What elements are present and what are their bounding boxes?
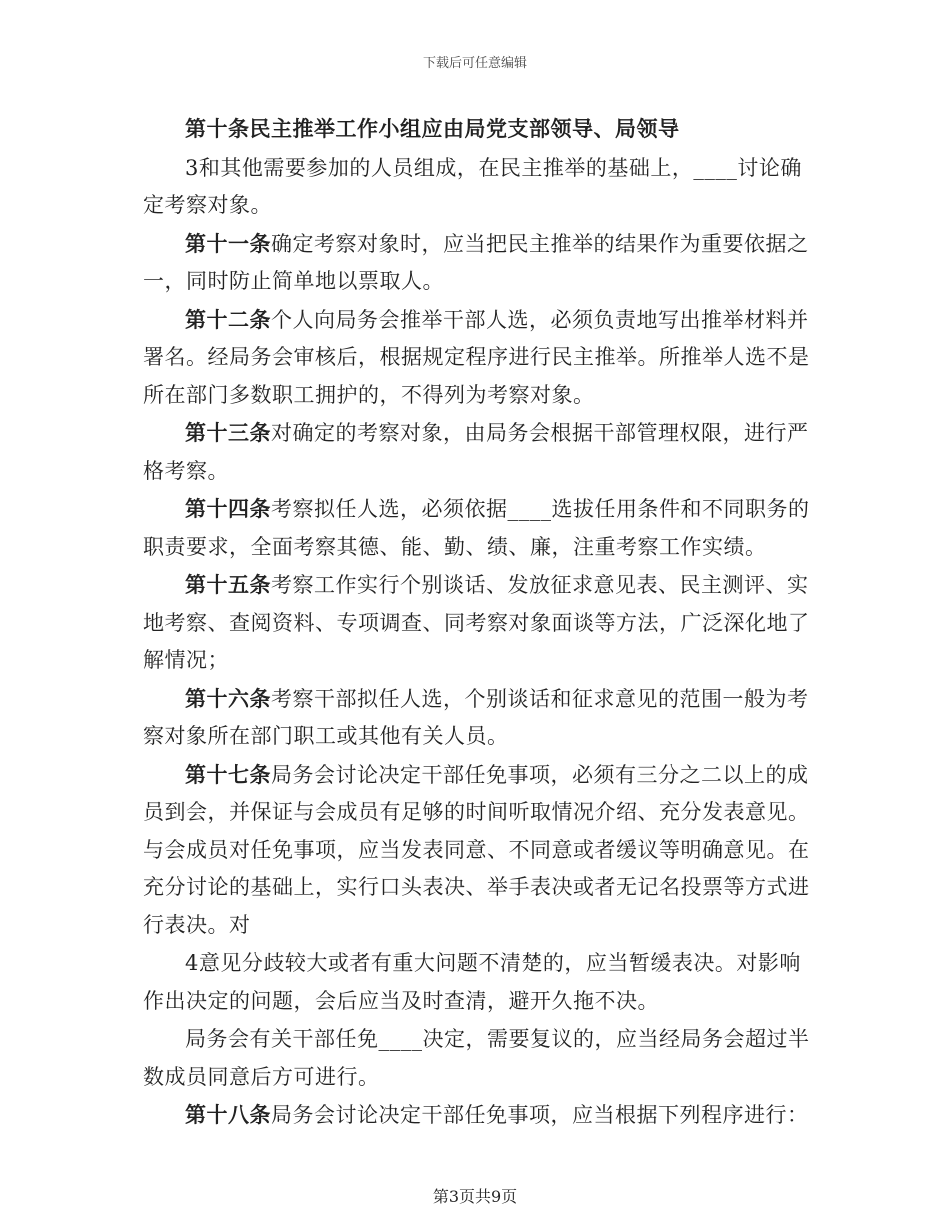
article-heading: 第十三条: [185, 420, 271, 445]
page-header: 下载后可任意编辑: [422, 56, 527, 71]
paragraph-article-11: [143, 225, 818, 301]
paragraph-article-13: [143, 414, 818, 490]
article-heading: 第十七条: [185, 761, 271, 787]
article-heading: 第十二条: [185, 306, 271, 332]
paragraph-article-14: [143, 490, 818, 566]
paragraph-reconsideration: [143, 1020, 818, 1096]
paragraph-text: 考察干部拟任人选，个别谈话和征求意见的范围一般为考察对象所在部门职工或其他有关人员。: [143, 686, 809, 748]
paragraph-article-12: [143, 301, 818, 415]
paragraph-text: 局务会讨论决定干部任免事项，应当根据下列程序进行：: [271, 1103, 809, 1127]
paragraph-text: 4意见分歧较大或者有重大问题不清楚的，应当暂缓表决。对影响作出决定的问题，会后应当及时查清，避开久拖不决。: [143, 951, 801, 1013]
paragraph-article-10: [143, 110, 818, 149]
document-body: [143, 110, 818, 1135]
article-heading: 第十一条: [185, 230, 271, 256]
paragraph-text: 个人向局务会推举干部人选，必须负责地写出推举材料并署名。经局务会审核后，根据规定程序进行民主推举。所推举人选不是所在部门多数职工拥护的，不得列为考察对象。: [143, 307, 810, 407]
paragraph-text: 3和其他需要参加的人员组成，在民主推举的基础上，____讨论确定考察对象。: [143, 155, 802, 217]
paragraph-article-18: [143, 1096, 818, 1135]
paragraph-text: 局务会有关干部任免____决定，需要复议的，应当经局务会超过半数成员同意后方可进行。: [143, 1027, 810, 1089]
paragraph-continuation: [143, 149, 818, 225]
article-heading: 第十五条: [185, 572, 271, 597]
page-footer: 第3页共9页: [432, 1187, 518, 1206]
article-heading: 第十四条: [185, 496, 271, 521]
paragraph-text: 考察拟任人选，必须依据____选拔任用条件和不同职务的职责要求，全面考察其德、能、勤、绩、廉，注重考察工作实绩。: [143, 497, 810, 559]
paragraph-article-17: [143, 756, 818, 945]
paragraph-article-15: [143, 566, 818, 680]
article-heading: 第十条民主推举工作小组应由局党支部领导、局领导: [185, 116, 680, 141]
paragraph-article-16: [143, 680, 818, 756]
article-heading: 第十六条: [185, 685, 271, 711]
paragraph-text: 考察工作实行个别谈话、发放征求意见表、民主测评、实地考察、查阅资料、专项调查、同考察对象面谈等方法，广泛深化地了解情况；: [143, 573, 810, 672]
paragraph-text: 确定考察对象时，应当把民主推举的结果作为重要依据之一，同时防止简单地以票取人。: [143, 231, 809, 293]
article-heading: 第十八条: [185, 1102, 271, 1127]
paragraph-continuation-2: [143, 944, 818, 1020]
paragraph-text: 局务会讨论决定干部任免事项，必须有三分之二以上的成员到会，并保证与会成员有足够的时间听取情况介绍、充分发表意见。与会成员对任免事项，应当发表同意、不同意或者缓议等明确意见。在充分讨论的基础上，实行口头表决、举手表决或者无记名投票等方式进行表决。对: [143, 762, 810, 937]
paragraph-text: 对确定的考察对象，由局务会根据干部管理权限，进行严格考察。: [143, 421, 809, 483]
